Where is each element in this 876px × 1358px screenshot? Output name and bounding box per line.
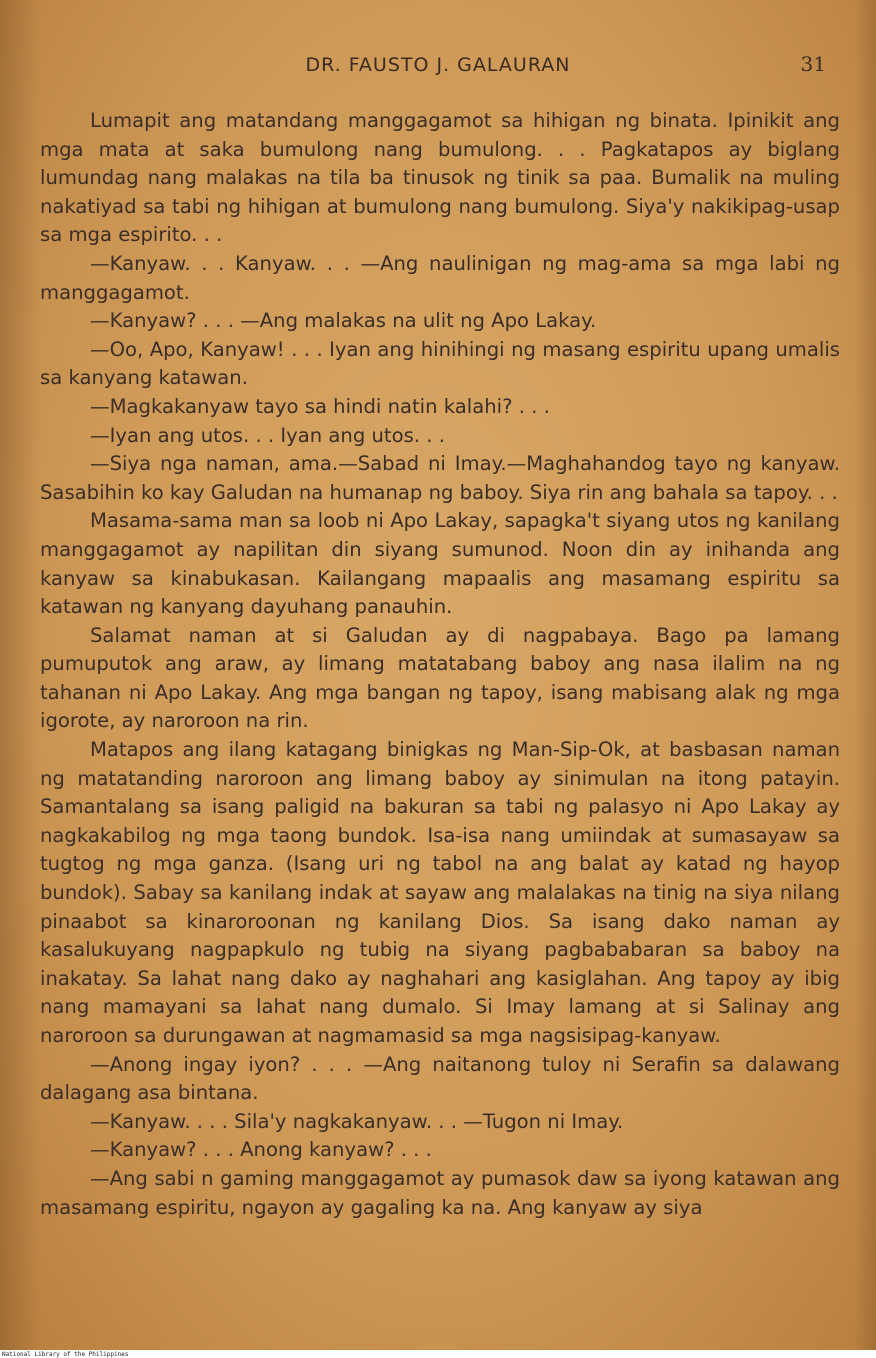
paragraph: Lumapit ang matandang manggagamot sa hihigan ng binata. Ipinikit ang mga mata at saka bumulong nang bumulong. . . Pagkatapos ay biglang lumundag nang malakas na tila ba tinusok ng tinik sa paa. Bumalik na muling nakatiyad sa tabi ng hihigan at bumulong nang bumulong. Siya'y nakikipag-usap sa mga espirito. . . [40,109,840,247]
page-number: 31 [800,52,826,76]
library-credit: National Library of the Philippines [2,1351,129,1358]
paragraph: —Iyan ang utos. . . Iyan ang utos. . . [90,423,445,447]
paragraph: —Magkakanyaw tayo sa hindi natin kalahi? . . . [90,394,550,418]
paragraph: —Oo, Apo, Kanyaw! . . . Iyan ang hinihingi ng masang espiritu upang umalis sa kanyang katawan. [40,337,840,390]
paragraph: —Kanyaw. . . Kanyaw. . . —Ang naulinigan ng mag-ama sa mga labi ng manggagamot. [40,251,840,304]
paragraph: Masama-sama man sa loob ni Apo Lakay, sapagka't siyang utos ng kanilang manggagamot ay napilitan din siyang sumunod. Noon din ay inihanda ang kanyaw sa kinabukasan. Kailangang mapaalis ang masamang espiritu sa katawan ng kanyang dayuhang panauhin. [40,509,840,619]
paragraph: —Kanyaw. . . . Sila'y nagkakanyaw. . . —Tugon ni Imay. [90,1109,624,1133]
body-text [40,107,840,1222]
paragraph: Matapos ang ilang katagang binigkas ng Man-Sip-Ok, at basbasan naman ng matatanding naroroon ang limang baboy ay sinimulan na itong patayin. Samantalang sa isang paligid na bakuran sa tabi ng palasyo ni Apo Lakay ay nagkakabilog ng mga taong bundok. Isa-isa nang umiindak at sumasayaw sa tugtog ng mga ganza. (Isang uri ng tabol na ang balat ay katad ng hayop bundok). Sabay sa kanilang indak at sayaw ang malalakas na tinig na siya nilang pinaabot sa kinaroroonan ng kanilang Dios. Sa isang dako naman ay kasalukuyang nagpapkulo ng tubig na siyang pagbababaran sa baboy na inakatay. Sa lahat nang dako ay naghahari ang kasiglahan. Ang tapoy ay ibig nang mamayani sa lahat nang dumalo. Si Imay lamang at si Salinay ang naroroon sa durungawan at nagmamasid sa mga nagsisipag-kanyaw. [40,738,840,1047]
paragraph: Salamat naman at si Galudan ay di nagpabaya. Bago pa lamang pumuputok ang araw, ay limang matatabang baboy ang nasa ilalim na ng tahanan ni Apo Lakay. Ang mga bangan ng tapoy, isang mabisang alak ng mga igorote, ay naroroon na rin. [40,623,840,733]
paragraph: —Ang sabi n gaming manggagamot ay pumasok daw sa iyong katawan ang masamang espiritu, ngayon ay gagaling ka na. Ang kanyaw ay siya [40,1166,840,1219]
paragraph: —Anong ingay iyon? . . . —Ang naitanong tuloy ni Serafin sa dalawang dalagang asa bintana. [40,1052,840,1105]
paragraph: —Kanyaw? . . . Anong kanyaw? . . . [90,1138,432,1162]
running-head: DR. FAUSTO J. GALAURAN [305,54,571,76]
paragraph: —Kanyaw? . . . —Ang malakas na ulit ng Apo Lakay. [90,309,597,333]
paragraph: —Siya nga naman, ama.—Sabad ni Imay.—Maghahandog tayo ng kanyaw. Sasabihin ko kay Galudan na humanap ng baboy. Siya rin ang bahala sa tapoy. . . [40,452,840,504]
